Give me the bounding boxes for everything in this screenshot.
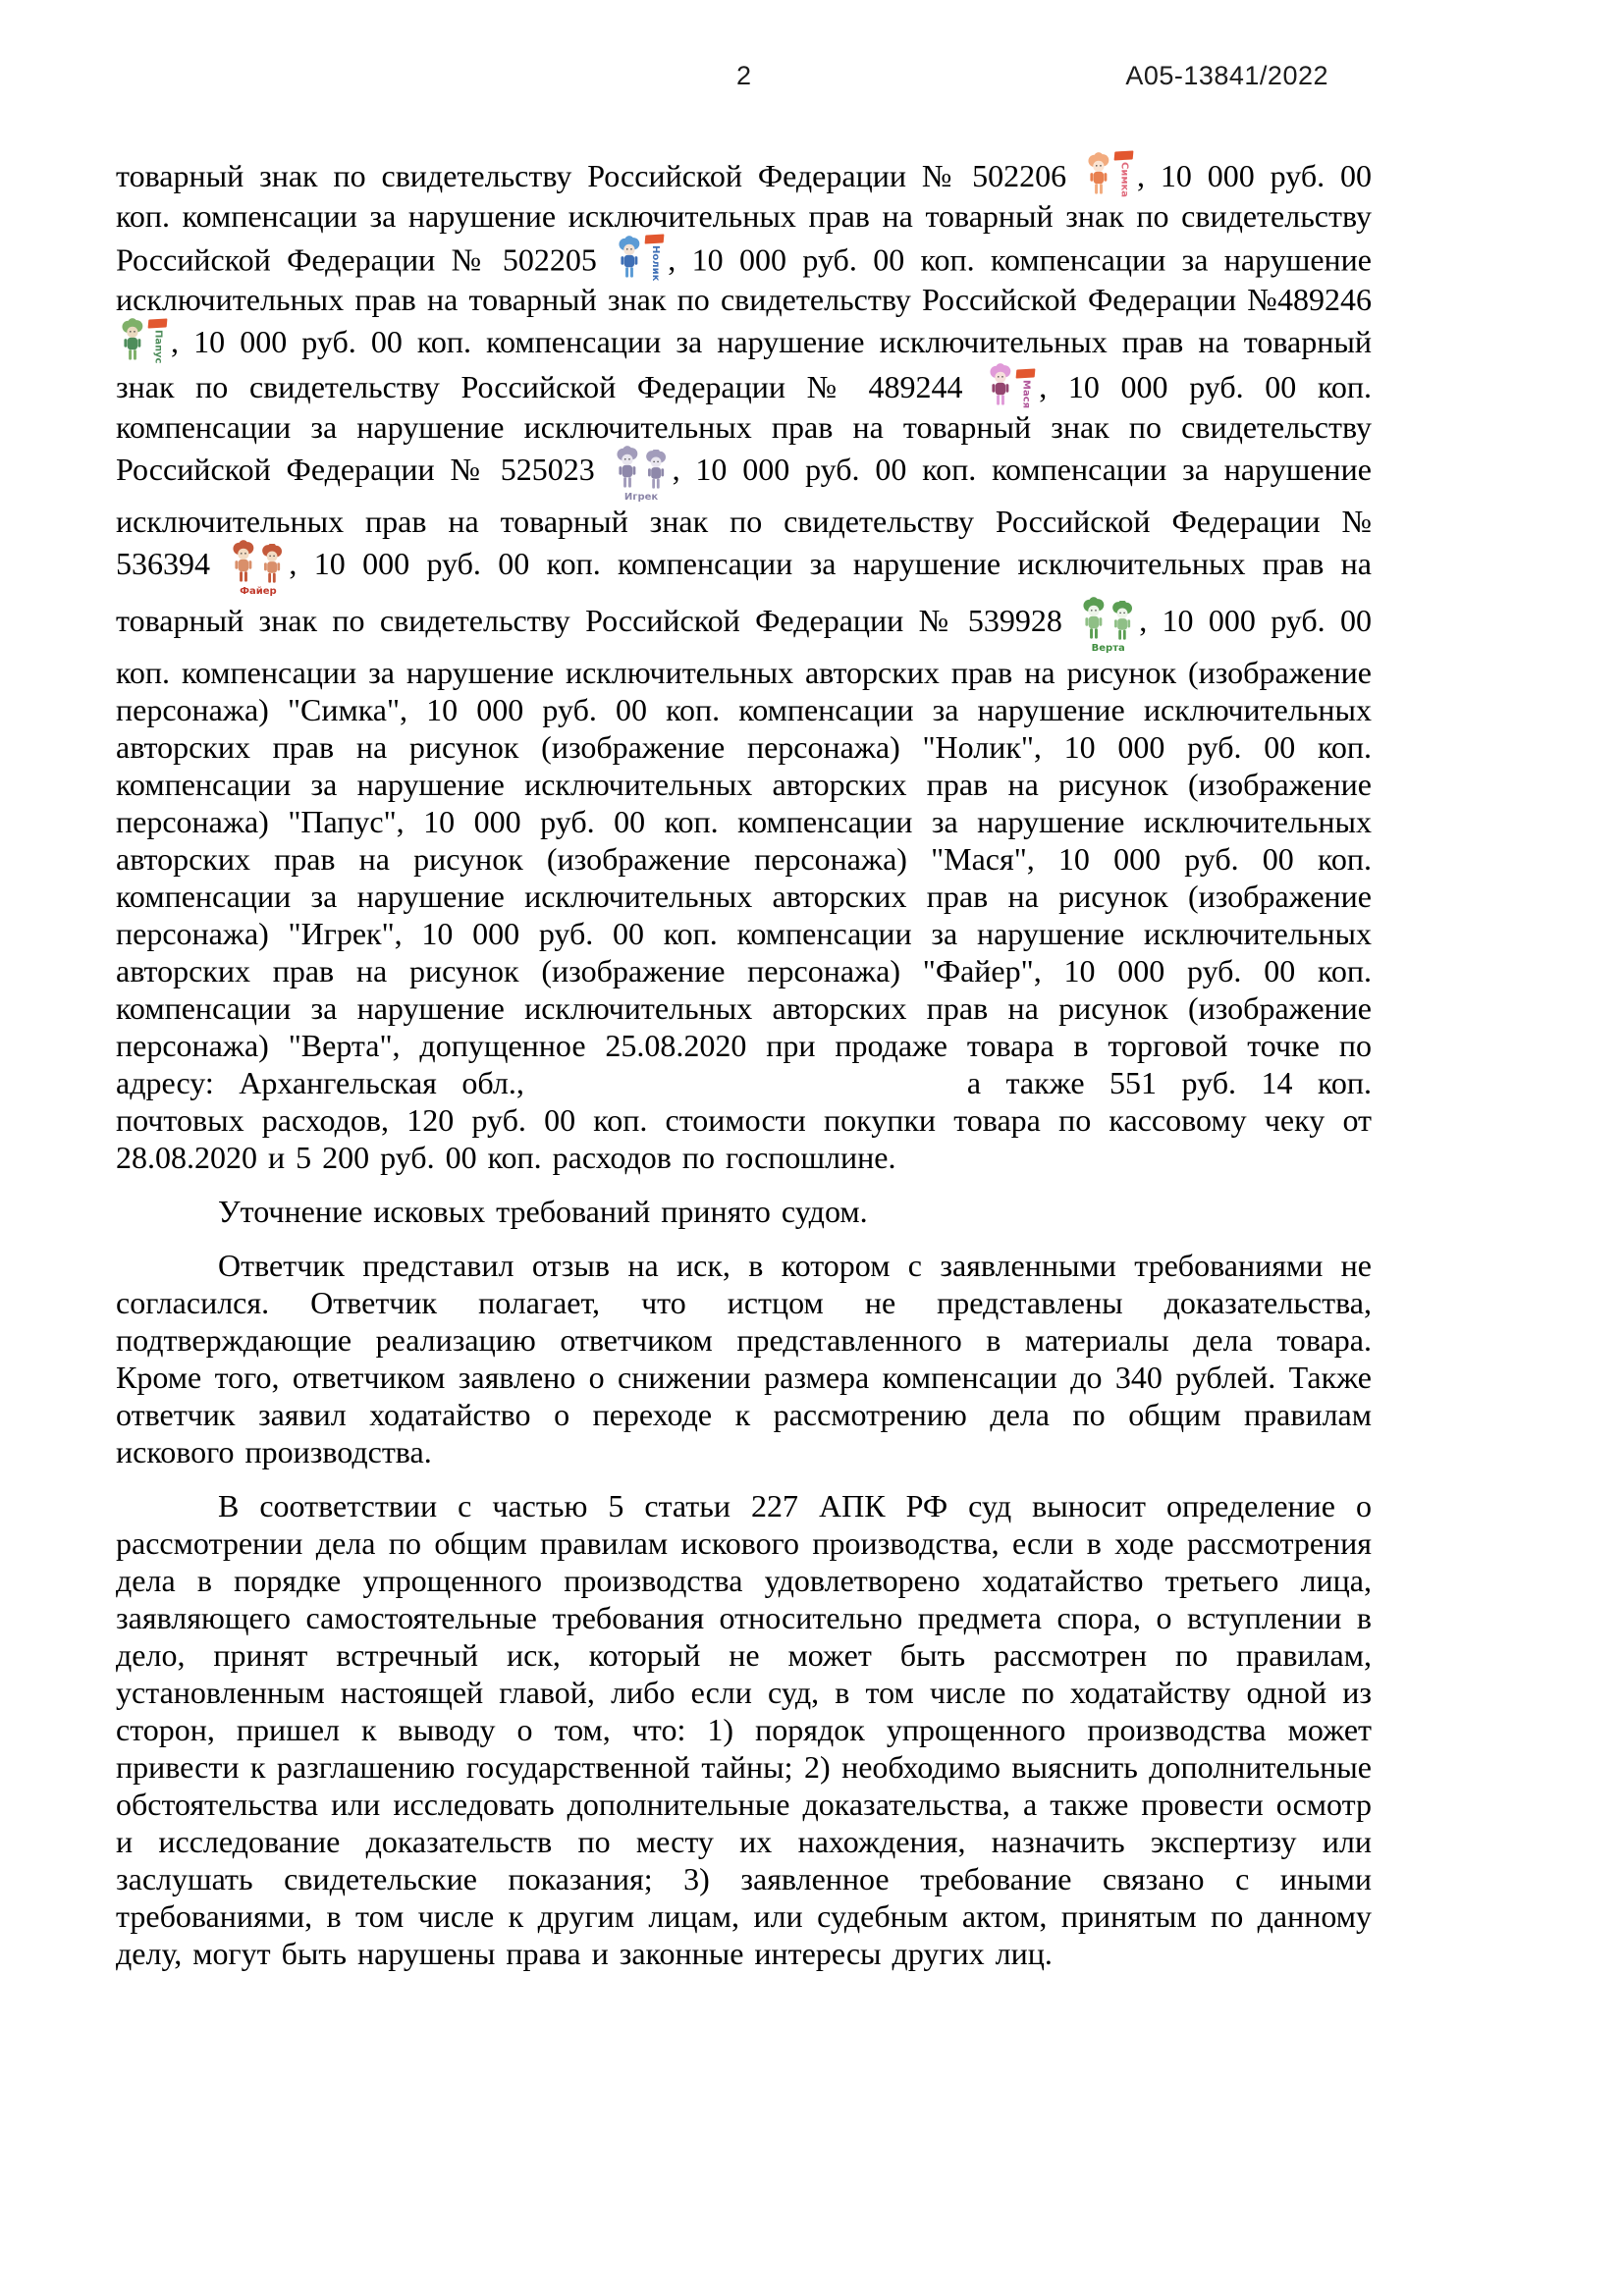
- trademark-image-nolik: [617, 235, 664, 281]
- character-figures: [988, 363, 1014, 408]
- brand-flag-icon: [148, 318, 168, 328]
- fixik-figure-icon: [120, 318, 146, 363]
- page-number: 2: [735, 61, 752, 90]
- fixik-figure-icon: [258, 544, 285, 585]
- brand-flag-icon: [1114, 151, 1134, 161]
- character-name-label: Симка: [1118, 162, 1130, 198]
- character-name-label: Игрек: [623, 492, 659, 504]
- trademark-image-masya: [988, 363, 1035, 408]
- trademark-image-verta: [1081, 597, 1135, 654]
- character-figures: [120, 318, 146, 363]
- fixik-figure-icon: [1109, 601, 1135, 642]
- fixik-figure-icon: [615, 446, 641, 491]
- fixik-figure-icon: [642, 450, 669, 491]
- fixik-figure-icon: [988, 363, 1014, 408]
- character-name-label: Папус: [152, 329, 164, 364]
- redacted-address-gap: [549, 1092, 942, 1094]
- paragraph-apk: В соответствии с частью 5 статьи 227 АПК РФ суд выносит определение о рассмотрении дела по общим правилам искового производства, если в ходе рассмотрения дела в порядке упрощенного производства удовлетворено ходатайство третьего лица, заявляющего самостоятельные требования относительно предмета спора, о вступлении в дело, принят встречный иск, который не может быть рассмотрен по правилам, установленным настоящей главой, либо если суд, в том числе по ходатайству одной из сторон, пришел к выводу о том, что: 1) порядок упрощенного производства может привести к разглашению государственной тайны; 2) необходимо выяснить дополнительные обстоятельства или исследовать дополнительные доказательства, а также провести осмотр и исследование доказательств по месту их нахождения, назначить экспертизу или заслушать свидетельские показания; 3) заявленное требование связано с иными требованиями, в том числе к другим лицам, или судебным актом, принятым по данному делу, могут быть нарушены права и законные интересы других лиц.: [116, 1488, 1372, 1972]
- paragraph-clarification: Уточнение исковых требований принято судом.: [218, 1194, 868, 1230]
- page-content: [116, 61, 1372, 1989]
- page-header: [116, 61, 1372, 100]
- character-name-label: Мася: [1020, 380, 1032, 409]
- brand-label-column: [1016, 369, 1035, 408]
- fixik-figure-icon: [617, 236, 643, 281]
- brand-label-column: [1114, 151, 1133, 197]
- case-number: А05-13841/2022: [1125, 61, 1328, 90]
- brand-label-column: [148, 319, 167, 363]
- character-figures: [1086, 152, 1112, 197]
- trademark-image-simka: [1086, 151, 1133, 197]
- character-name-label: Верта: [1091, 643, 1125, 655]
- brand-flag-icon: [645, 235, 665, 244]
- trademark-image-papus: [120, 318, 167, 363]
- trademark-image-igrek: [615, 446, 669, 503]
- character-figures: [615, 446, 669, 491]
- paragraph-claims: товарный знак по свидетельству Российской Федерации № 502206 Симка , 10 000 руб. 00 коп. компенсации за нарушение исключительных прав на товарный знак по свидетельству Российской Федерации № 502205 Нолик , 10 000 руб. 00 коп. компенсации за нарушение исключительных прав на товарный знак по свидетельству Российской Федерации №489246 Папус , 10 000 руб. 00 коп. компенсации за нарушение исключительных прав на товарный знак по свидетельству Российской Федерации № 489244 Мася , 10 000 руб. 00 коп. компенсации за нарушение исключительных прав на товарный знак по свидетельству Российской Федерации № 525023 Игрек , 10 000 руб. 00 коп. компенсации за нарушение исключительных прав на товарный знак по свидетельству Российской Федерации № 536394 Файер , 10 000 руб. 00 коп. компенсации за нарушение исключительных прав на товарный знак по свидетельству Российской Федерации № 539928 Верта , 10 000 руб. 00 коп. компенсации за нарушение исключительных авторских прав на рисунок (изображение персонажа) "Симка", 10 000 руб. 00 коп. компенсации за нарушение исключительных авторских прав на рисунок (изображение персонажа) "Нолик", 10 000 руб. 00 коп. компенсации за нарушение исключительных авторских прав на рисунок (изображение персонажа) "Папус", 10 000 руб. 00 коп. компенсации за нарушение исключительных авторских прав на рисунок (изображение персонажа) "Мася", 10 000 руб. 00 коп. компенсации за нарушение исключительных авторских прав на рисунок (изображение персонажа) "Игрек", 10 000 руб. 00 коп. компенсации за нарушение исключительных авторских прав на рисунок (изображение персонажа) "Файер", 10 000 руб. 00 коп. компенсации за нарушение исключительных авторских прав на рисунок (изображение персонажа) "Верта", допущенное 25.08.2020 при продаже товара в торговой точке по адресу: Архангельская обл., а также 551 руб. 14 коп. почтовых расходов, 120 руб. 00 коп. стоимости покупки товара по кассовому чеку от 28.08.2020 и 5 200 руб. 00 коп. расходов по госпошлине.: [116, 151, 1372, 1176]
- fixik-figure-icon: [1086, 152, 1112, 197]
- fixik-figure-icon: [1081, 597, 1108, 642]
- character-name-label: Нолик: [649, 245, 661, 282]
- character-name-label: Файер: [240, 586, 277, 598]
- character-figures: [617, 236, 643, 281]
- brand-label-column: [645, 235, 664, 281]
- fixik-figure-icon: [231, 540, 257, 585]
- character-figures: [1081, 597, 1135, 642]
- trademark-image-fire: [231, 540, 285, 597]
- brand-flag-icon: [1016, 369, 1036, 379]
- paragraph-response: Ответчик представил отзыв на иск, в котором с заявленными требованиями не согласился. Ответчик полагает, что истцом не представлены доказательства, подтверждающие реализацию ответчиком представленного в материалы дела товара. Кроме того, ответчиком заявлено о снижении размера компенсации до 340 рублей. Также ответчик заявил ходатайство о переходе к рассмотрению дела по общим правилам искового производства.: [116, 1248, 1372, 1470]
- character-figures: [231, 540, 285, 585]
